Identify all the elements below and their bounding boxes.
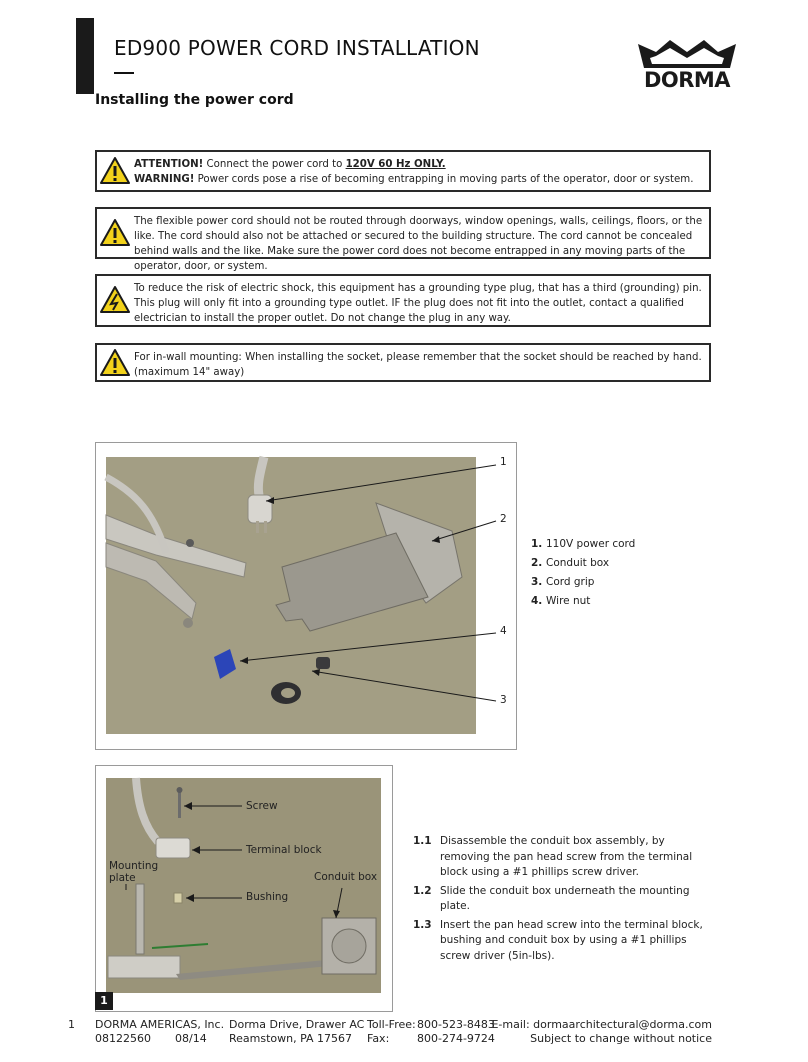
installation-steps	[413, 834, 713, 967]
footer-tollfree-label: Toll-Free:	[367, 1018, 416, 1031]
warning-icon	[99, 156, 131, 186]
footer-company: DORMA AMERICAS, Inc.	[95, 1018, 225, 1031]
footer-address-line1: Dorma Drive, Drawer AC	[229, 1018, 365, 1031]
label-screw: Screw	[246, 800, 278, 812]
in-wall-mounting-note	[95, 343, 711, 382]
warning-text: Power cords pose a rise of becoming entrapping in moving parts of the operator, door or system.	[194, 174, 694, 185]
note-text: For in-wall mounting: When installing the socket, please remember that the socket should be reached by hand. (maximum 14" away)	[134, 352, 702, 378]
parts-list	[531, 535, 635, 611]
step-item: 1.2 Slide the conduit box underneath the mounting plate.	[413, 884, 690, 912]
page-title: ED900 POWER CORD INSTALLATION	[114, 36, 480, 60]
callout-3: 3	[500, 694, 507, 706]
parts-photo	[96, 443, 516, 749]
title-underline	[114, 72, 134, 74]
attention-warning-note	[95, 150, 711, 192]
list-item: 2. Conduit box	[531, 557, 610, 569]
electrical-hazard-icon	[99, 285, 131, 315]
list-item: 4. Wire nut	[531, 595, 591, 607]
label-conduit-box: Conduit box	[314, 871, 378, 883]
note-text: To reduce the risk of electric shock, this equipment has a grounding type plug, that has a third (grounding) pin. This plug will only fit into a grounding type outlet. IF the plug does not fit into the outlet, contact a qualified electrician to install the proper outlet. Do not change the plug in any way.	[134, 283, 702, 324]
figure-badge: 1	[95, 992, 113, 1010]
footer-notice: Subject to change without notice	[530, 1032, 712, 1045]
label-mounting-plate-line1: Mounting	[109, 860, 159, 872]
callout-2: 2	[500, 513, 507, 525]
callout-4: 4	[500, 625, 507, 637]
list-item: 1. 110V power cord	[531, 538, 636, 550]
warning-icon	[99, 218, 131, 248]
assembly-figure	[95, 765, 393, 1012]
crown-icon	[636, 38, 738, 72]
dorma-logo	[636, 38, 738, 94]
footer-doc-number: 08122560	[95, 1032, 151, 1045]
footer-email[interactable]: E-mail: dormaarchitectural@dorma.com	[491, 1018, 712, 1031]
attention-label: ATTENTION!	[134, 159, 204, 170]
attention-text: Connect the power cord to	[203, 159, 346, 170]
assembly-photo	[96, 766, 392, 1011]
footer-date: 08/14	[175, 1032, 207, 1045]
step-item: 1.1 Disassemble the conduit box assembly, by removing the pan head screw from the terminal block using a #1 phillips screw driver.	[413, 835, 693, 878]
warning-label: WARNING!	[134, 174, 195, 185]
note-text	[134, 157, 709, 187]
callout-1: 1	[500, 456, 507, 468]
brand-wordmark: DORMA	[643, 68, 731, 92]
cord-routing-note	[95, 207, 711, 272]
parts-figure	[95, 442, 517, 750]
label-bushing: Bushing	[246, 891, 289, 903]
footer-address-line2: Reamstown, PA 17567	[229, 1032, 353, 1045]
label-mounting-plate-line2: plate	[109, 872, 136, 884]
voltage-requirement: 120V 60 Hz ONLY.	[345, 159, 446, 170]
footer-fax-label: Fax:	[367, 1032, 390, 1045]
page-number: 1	[68, 1018, 75, 1031]
list-item: 3. Cord grip	[531, 576, 595, 588]
grounding-note	[95, 274, 711, 327]
footer-tollfree-number: 800-523-8483	[417, 1018, 495, 1031]
step-item: 1.3 Insert the pan head screw into the terminal block, bushing and conduit box by using a #1 phillips screw driver (5in-lbs).	[413, 918, 703, 962]
label-terminal-block: Terminal block	[246, 844, 322, 856]
note-text: The flexible power cord should not be routed through doorways, window openings, walls, ceilings, floors, or the like. The cord should also not be attached or secured to the building structure. The cord cannot be concealed behind walls and the like. Make sure the power cord does not become entrapped in any moving parts of the operator, door, or system.	[134, 216, 703, 272]
footer-fax-number: 800-274-9724	[417, 1032, 495, 1045]
header-tab-bar	[76, 18, 94, 94]
warning-icon	[99, 348, 131, 378]
section-subtitle: Installing the power cord	[95, 92, 294, 108]
